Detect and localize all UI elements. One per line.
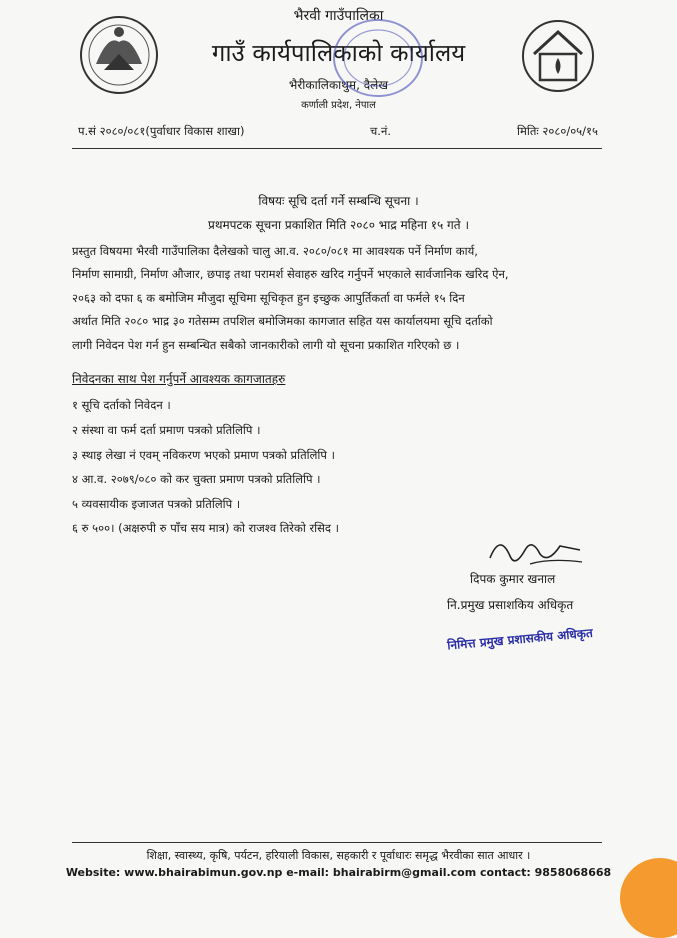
- patra-sankhya: प.सं २०८०/०८१(पुर्वाधार विकास शाखा): [78, 124, 245, 138]
- document-item: ३ स्थाइ लेखा नं एवम् नविकरण भएको प्रमाण पत्रको प्रतिलिपि ।: [72, 448, 335, 462]
- office-address: भैरीकालिकाथुम, दैलेख: [288, 78, 389, 92]
- body-line: प्रस्तुत विषयमा भैरवी गाउँपालिका दैलेखको चालु आ.व. २०८०/०८१ मा आवश्यक पर्ने निर्माण कार्य,: [72, 244, 478, 258]
- body-line: अर्थात मिति २०८० भाद्र ३० गतेसम्म तपशिल बमोजिमका कागजात सहित यस कार्यालयमा सूचि दर्ताको: [72, 314, 493, 329]
- office-name-main: गाउँ कार्यपालिकाको कार्यालय: [211, 39, 466, 67]
- officer-stamp: निमित्त प्रमुख प्रशासकीय अधिकृत: [446, 625, 594, 653]
- office-name-top: भैरवी गाउँपालिका: [293, 8, 384, 24]
- header-divider: [72, 148, 602, 149]
- notice-body: [72, 240, 592, 357]
- body-line: २०६३ को दफा ६ क बमोजिम मौजुदा सूचिमा सूचिकृत हुन इच्छुक आपुर्तिकर्ता वा फर्मले १५ दिन: [72, 290, 465, 305]
- chalani-number: च.नं.: [370, 124, 391, 138]
- body-line: लागी निवेदन पेश गर्न हुन सम्बन्धित सबैको जानकारीको लागी यो सूचना प्रकाशित गरिएको छ ।: [72, 337, 460, 352]
- footer-divider: [72, 842, 602, 843]
- letter-date: मितिः २०८०/०५/१५: [517, 124, 598, 138]
- document-item: २ संस्था वा फर्म दर्ता प्रमाण पत्रको प्रतिलिपि ।: [72, 423, 261, 437]
- document-item: १ सूचि दर्ताको निवेदन ।: [72, 398, 171, 412]
- official-stamp: [318, 14, 428, 102]
- document-item: ४ आ.व. २०७९/०८० को कर चुक्ता प्रमाण पत्रको प्रतिलिपि ।: [72, 472, 321, 486]
- body-line: निर्माण सामाग्री, निर्माण औजार, छपाइ तथा परामर्श सेवाहरु खरिद गर्नुपर्ने भएकाले सार्वजानिक खरिद ऐन,: [72, 267, 509, 282]
- signatory-name: दिपक कुमार खनाल: [470, 572, 556, 586]
- document-item: ६ रु ५००। (अक्षरुपी रु पाँच सय मात्र) को राजश्व तिरेको रसिद ।: [72, 521, 340, 535]
- footer-motto: शिक्षा, स्वास्थ्य, कृषि, पर्यटन, हरियाली विकास, सहकारी र पूर्वाधारः समृद्ध भैरवीका सात आधार ।: [146, 849, 531, 862]
- office-province: कर्णाली प्रदेश, नेपाल: [301, 100, 376, 111]
- signatory-title: नि.प्रमुख प्रसाशकिय अधिकृत: [447, 598, 574, 612]
- subject-line: विषयः सूचि दर्ता गर्ने सम्बन्धि सूचना ।: [258, 194, 419, 208]
- first-published-line: प्रथमपटक सूचना प्रकाशित मिति २०८० भाद्र महिना १५ गते ।: [208, 218, 469, 232]
- documents-heading: निवेदनका साथ पेश गर्नुपर्ने आवश्यक कागजातहरु: [72, 372, 286, 386]
- footer-contact: Website: www.bhairabimun.gov.np e-mail: bhairabirm@gmail.com contact: 9858068668: [65, 866, 612, 879]
- document-item: ५ व्यवसायीक इजाजत पत्रको प्रतिलिपि ।: [72, 497, 241, 511]
